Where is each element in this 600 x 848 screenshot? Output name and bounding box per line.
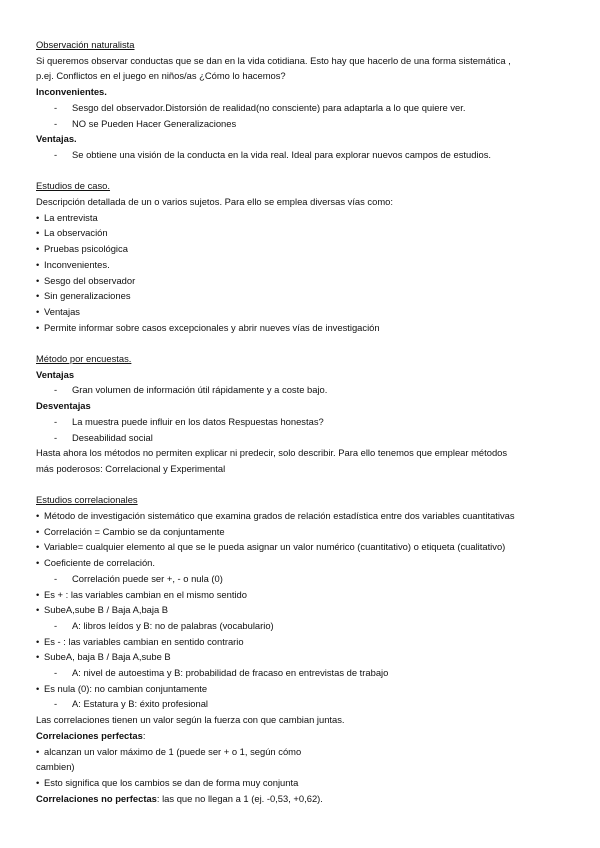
bullet-item <box>36 508 570 524</box>
dash-item <box>36 116 570 132</box>
bullet-item <box>36 587 570 603</box>
dash-marker: - <box>54 619 58 631</box>
bullet-text: Sesgo del observador <box>44 274 136 286</box>
dash-item <box>36 382 570 398</box>
bullet-item <box>36 241 570 257</box>
paragraph-line: Hasta ahora los métodos no permiten explicar ni predecir, solo describir. Para ello tenemos que emplear métodos <box>36 447 508 459</box>
bullet-marker: • <box>36 211 40 223</box>
bullet-item <box>36 225 570 241</box>
bullet-marker: • <box>36 510 40 522</box>
label-desventajas: Desventajas <box>36 400 91 412</box>
bullet-item <box>36 602 570 618</box>
bullet-item <box>36 539 570 555</box>
dash-item-text: La muestra puede influir en los datos Respuestas honestas? <box>72 415 324 427</box>
paragraph-line <box>36 791 570 807</box>
bullet-marker: • <box>36 651 40 663</box>
dash-marker: - <box>54 148 58 160</box>
bullet-text: La observación <box>44 227 108 239</box>
label-inconvenientes: Inconvenientes. <box>36 86 107 98</box>
bullet-marker: • <box>36 635 40 647</box>
dash-marker: - <box>54 415 58 427</box>
bullet-marker: • <box>36 777 40 788</box>
bullet-item <box>36 649 570 665</box>
bullet-text: La entrevista <box>44 211 98 223</box>
dash-marker: - <box>54 572 58 584</box>
paragraph-line: más poderosos: Correlacional y Experimental <box>36 462 226 474</box>
bullet-marker: • <box>36 682 40 694</box>
bullet-item <box>36 634 570 650</box>
dash-item <box>36 100 570 116</box>
dash-item <box>36 430 570 446</box>
dash-item <box>36 696 570 712</box>
bullet-marker: • <box>36 525 40 537</box>
bullet-marker: • <box>36 541 40 553</box>
bullet-marker: • <box>36 588 40 600</box>
dash-item-text: Sesgo del observador.Distorsión de realidad(no consciente) para adaptarla a lo que quiere ver. <box>72 101 466 113</box>
bullet-text: alcanzan un valor máximo de 1 (puede ser + o 1, según cómo <box>44 745 302 757</box>
paragraph-line: p.ej. Conflictos en el juego en niños/as ¿Cómo lo hacemos? <box>36 70 286 82</box>
bullet-item <box>36 210 570 226</box>
dash-item <box>36 147 570 163</box>
label-correlaciones-perfectas: Correlaciones perfectas <box>36 729 143 741</box>
bullet-text: Ventajas <box>44 305 80 317</box>
bullet-text: Variable= cualquier elemento al que se le pueda asignar un valor numérico (cuantitativo) o etiqueta (cualitativo) <box>44 541 506 553</box>
bullet-text: SubeA, baja B / Baja A,sube B <box>44 651 171 663</box>
paragraph-line: Las correlaciones tienen un valor según la fuerza con que cambian juntas. <box>36 714 345 726</box>
bullet-text: Esto significa que los cambios se dan de forma muy conjunta <box>44 777 299 788</box>
bullet-marker: • <box>36 227 40 239</box>
spacer <box>36 477 570 493</box>
bullet-item <box>36 320 570 336</box>
label-correlaciones-no-perfectas: Correlaciones no perfectas <box>36 792 157 804</box>
bullet-item <box>36 273 570 289</box>
section-title-observacion: Observación naturalista <box>36 39 135 50</box>
dash-item-text: NO se Pueden Hacer Generalizaciones <box>72 117 237 129</box>
paragraph-line: Si queremos observar conductas que se dan en la vida cotidiana. Esto hay que hacerlo de una forma sistemática , <box>36 54 511 66</box>
bullet-marker: • <box>36 305 40 317</box>
label-ventajas: Ventajas <box>36 368 75 380</box>
section-title-casos: Estudios de caso. <box>36 180 111 192</box>
dash-marker: - <box>54 117 58 129</box>
paragraph-line: cambien) <box>36 761 75 773</box>
dash-item-text: A: libros leídos y B: no de palabras (vocabulario) <box>72 619 274 631</box>
bullet-marker: • <box>36 290 40 302</box>
spacer <box>36 163 570 179</box>
bullet-marker: • <box>36 274 40 286</box>
label-ventajas: Ventajas. <box>36 133 77 145</box>
bullet-marker: • <box>36 243 40 255</box>
bullet-item <box>36 555 570 571</box>
bullet-text: Pruebas psicológica <box>44 243 128 255</box>
dash-item-text: Se obtiene una visión de la conducta en la vida real. Ideal para explorar nuevos campos de estudios. <box>72 148 492 160</box>
dash-marker: - <box>54 431 58 443</box>
dash-marker: - <box>54 101 58 113</box>
dash-item <box>36 665 570 681</box>
spacer <box>36 335 570 351</box>
bullet-text: Permite informar sobre casos excepcionales y abrir nueves vías de investigación <box>44 321 380 333</box>
bullet-item <box>36 304 570 320</box>
dash-marker: - <box>54 667 58 679</box>
dash-marker: - <box>54 698 58 710</box>
dash-item <box>36 414 570 430</box>
bullet-item <box>36 744 570 760</box>
dash-item-text: A: Estatura y B: éxito profesional <box>72 698 209 710</box>
bullet-text: Coeficiente de correlación. <box>44 557 155 569</box>
bullet-text: Es nula (0): no cambian conjuntamente <box>44 682 208 694</box>
bullet-text: Método de investigación sistemático que examina grados de relación estadística entre dos variables cuantitativas <box>44 510 515 522</box>
paragraph-line <box>36 728 570 744</box>
bullet-text: SubeA,sube B / Baja A,baja B <box>44 604 169 616</box>
bullet-item <box>36 288 570 304</box>
bullet-item <box>36 524 570 540</box>
dash-item <box>36 571 570 587</box>
bullet-item <box>36 681 570 697</box>
bullet-marker: • <box>36 745 40 757</box>
section-title-encuestas: Método por encuestas. <box>36 353 132 365</box>
bullet-item <box>36 775 570 791</box>
bullet-item <box>36 257 570 273</box>
dash-item-text: Deseabilidad social <box>72 431 153 443</box>
bullet-marker: • <box>36 557 40 569</box>
bullet-text: Inconvenientes. <box>44 258 110 270</box>
section-title-correlacionales: Estudios correlacionales <box>36 494 138 506</box>
bullet-text: Es + : las variables cambian en el mismo sentido <box>44 588 247 600</box>
bullet-text: Correlación = Cambio se da conjuntamente <box>44 525 225 537</box>
dash-item-text: Gran volumen de información útil rápidamente y a coste bajo. <box>72 384 328 396</box>
dash-item-text: Correlación puede ser +, - o nula (0) <box>72 572 223 584</box>
noperf-text: : las que no llegan a 1 (ej. -0,53, +0,62). <box>156 792 323 804</box>
bullet-marker: • <box>36 258 40 270</box>
dash-item <box>36 618 570 634</box>
dash-item-text: A: nivel de autoestima y B: probabilidad de fracaso en entrevistas de trabajo <box>72 667 389 679</box>
bullet-marker: • <box>36 321 40 333</box>
bullet-text: Sin generalizaciones <box>44 290 131 302</box>
bullet-text: Es - : las variables cambian en sentido contrario <box>44 635 244 647</box>
dash-marker: - <box>54 384 58 396</box>
paragraph-line: Descripción detallada de un o varios sujetos. Para ello se emplea diversas vías como: <box>36 196 393 208</box>
bullet-marker: • <box>36 604 40 616</box>
label-colon: : <box>142 729 146 741</box>
